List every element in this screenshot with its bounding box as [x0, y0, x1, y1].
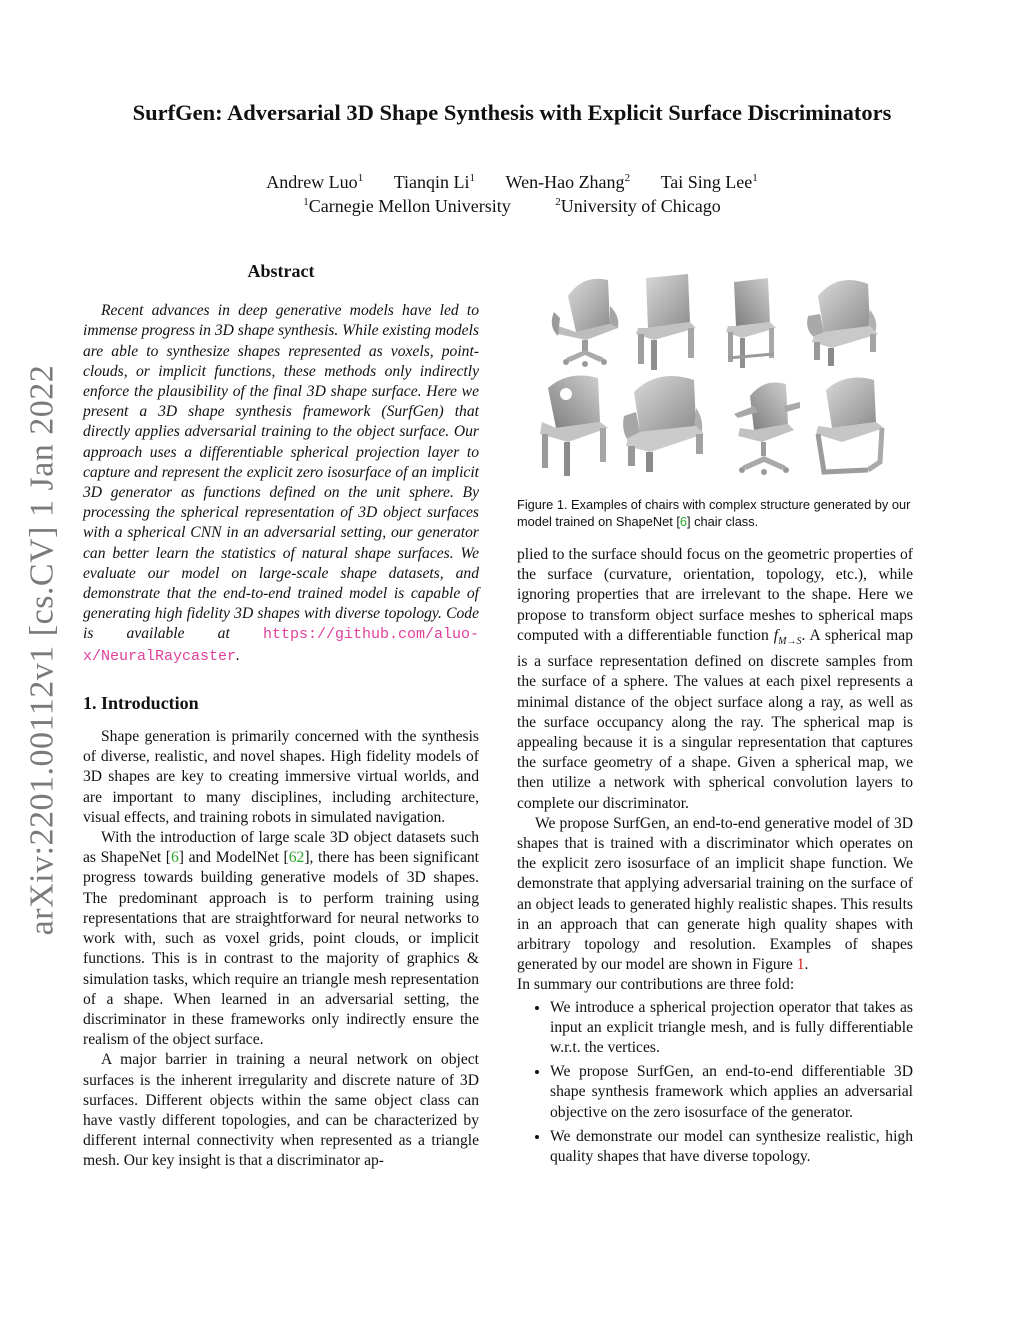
abstract-heading: Abstract — [247, 261, 315, 281]
intro-paragraph-2: With the introduction of large scale 3D object datasets such as ShapeNet [6] and ModelNet [62], there has been significant progress towards building generative models of 3D shapes. The predominant approach is to perform training using representations that are straightforward for neural networks to work with, such as voxel grids, point clouds, or implicit functions. This is in contrast to the majority of graphics & simulation tasks, which require an triangle mesh representation of a shape. When learned in an adversarial setting, the discriminator in these frameworks only indirectly ensure the realism of the object surface. — [83, 829, 479, 1049]
citation-link[interactable]: 62 — [288, 849, 305, 867]
intro-paragraph-3: A major barrier in training a neural network on object surfaces is the inherent irregularity and discrete nature of 3D surfaces. Different objects within the same object class can have vastly different topologies, and can be characterized by different internal connectivity when represented as a triangle mesh. Our key insight is that a discriminator ap- — [83, 1051, 479, 1170]
body-paragraph: plied to the surface should focus on the geometric properties of the surface (curvature, orientation, topology, etc.), while ignoring properties that are irrelevant to the shape. Here we propose to transform object surface meshes to spherical maps computed with a differentiable function $f_{M\to S}$. A spherical map is a surface representation defined on discrete samples from the surface of a sphere. The values at each pixel represents a minimal distance of the object surface along a ray, as well as the surface occupancy along the ray. The spherical map is appealing because it is a singular representation that captures the surface geometry of a shape. Given a spherical map, we then utilize a network with spherical convolution layers to complete our discriminator. — [517, 546, 913, 812]
arxiv-sidebar — [14, 365, 70, 935]
chair-render — [816, 378, 884, 472]
body-paragraph: In summary our contributions are three fold: — [517, 976, 795, 994]
author-list — [0, 170, 1024, 194]
author: Wen-Hao Zhang$^2$ — [505, 172, 631, 192]
list-item: • We propose SurfGen, an end-to-end differentiable 3D shape synthesis framework which applies an adversarial objective on the zero isosurface of the generator. — [550, 1062, 913, 1123]
contributions-list — [517, 998, 913, 1168]
math-expression: $f_{M\to S}$ — [773, 626, 802, 647]
code-link[interactable]: https://github.com/aluo-x/NeuralRaycaster — [83, 626, 479, 665]
citation-link[interactable]: 6 — [171, 849, 179, 867]
citation-link[interactable]: 6 — [679, 514, 688, 529]
author: Tianqin Li$^1$ — [393, 172, 476, 192]
figure-1-caption: Figure 1. Examples of chairs with complex structure generated by our model trained on ShapeNet [6] chair class. — [517, 497, 911, 529]
affiliation: $^1$Carnegie Mellon University — [303, 196, 511, 216]
body-paragraph: We propose SurfGen, an end-to-end generative model of 3D shapes that is trained with a discriminator which operates on the explicit zero isosurface of an implicit shape function. We demonstrate that applying adversarial training on the surface of an object leads to generated highly realistic shapes. This results in an approach that can generate high quality shapes with arbitrary topology and resolution. Examples of shapes generated by our model are shown in Figure 1. — [517, 814, 913, 974]
left-column — [83, 261, 479, 1172]
author: Tai Sing Lee$^1$ — [660, 172, 758, 192]
chair-render — [726, 278, 776, 368]
chair-render — [552, 279, 619, 367]
author: Andrew Luo$^1$ — [266, 172, 364, 192]
chair-render — [636, 274, 696, 370]
arxiv-identifier: arXiv:2201.00112v1 [cs.CV] 1 Jan 2022 — [23, 364, 60, 936]
author-block — [0, 170, 1024, 218]
figure-reference-link[interactable]: 1 — [796, 956, 805, 974]
chair-render — [623, 376, 704, 472]
affiliation: $^2$University of Chicago — [555, 196, 721, 216]
right-column — [517, 545, 913, 1171]
chair-render — [540, 376, 608, 476]
chair-render — [807, 280, 878, 366]
figure-1-chairs — [528, 266, 908, 486]
abstract-text: Recent advances in deep generative models have led to immense progress in 3D shape synthesis. While existing models are able to synthesize shapes represented as voxels, point-clouds, or implicit functions, these methods only indirectly enforce the plausibility of the final 3D shape surface. Here we present a 3D shape synthesis framework (SurfGen) that directly applies adversarial training to the object surface. Our approach uses a differentiable spherical projection layer to capture and represent the explicit zero isosurface of an implicit 3D generator as functions defined on the unit sphere. By processing the spherical representation of 3D object surfaces with a spherical CNN in an adversarial setting, our generator can better learn the statistics of natural shape surfaces. We evaluate our model on large-scale shape datasets, and demonstrate that the end-to-end trained model is capable of generating high fidelity 3D shapes with diverse topology. Code is available at https://github.com/aluo-x/NeuralRaycaster. — [83, 302, 480, 665]
affiliation-list — [0, 194, 1024, 218]
list-item: • We demonstrate our model can synthesize realistic, high quality shapes that have diverse topology. — [550, 1127, 913, 1167]
chair-render — [734, 383, 800, 476]
section-heading-introduction: 1. Introduction — [83, 692, 199, 713]
chair-renders — [528, 266, 908, 486]
intro-paragraph-1: Shape generation is primarily concerned with the synthesis of diverse, realistic, and novel shapes. High fidelity models of 3D shapes are key to creating immersive virtual worlds, and are important to many disciplines, including architecture, visual effects, and training robots in simulated navigation. — [83, 728, 479, 826]
list-item: • We introduce a spherical projection operator that takes as input an explicit triangle mesh, and is fully differentiable w.r.t. the vertices. — [550, 998, 913, 1059]
paper-title: SurfGen: Adversarial 3D Shape Synthesis with Explicit Surface Discriminators — [132, 100, 892, 125]
